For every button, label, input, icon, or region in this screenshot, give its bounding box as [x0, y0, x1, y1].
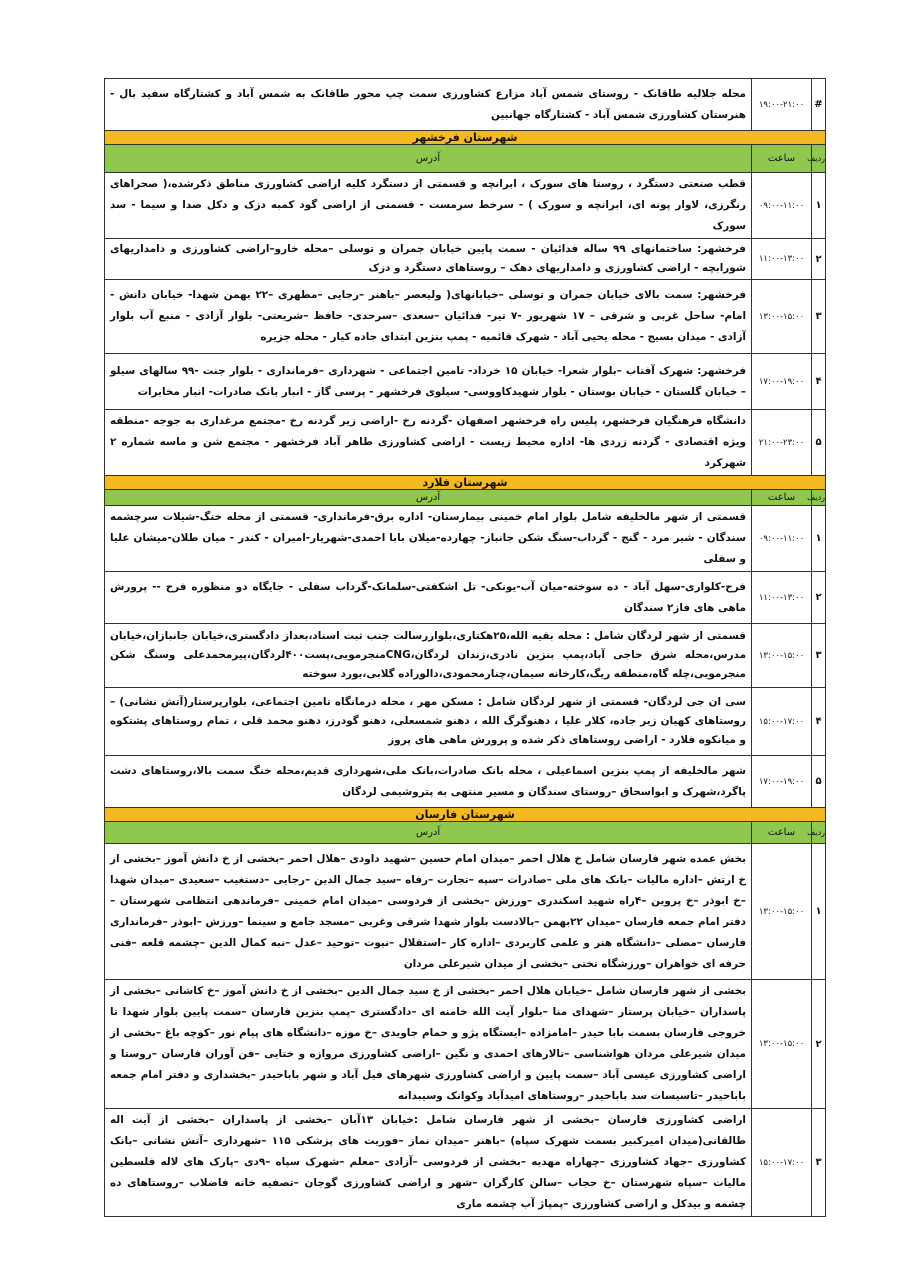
row-address: فرخشهر: شهرک آفتاب –بلوار شعرا- خیابان ۱۵ خرداد- تامین اجتماعی - شهرداری –فرمانداری - بلوار جنت -۹۹ سالهای سیلو – خیابان گلستان - خیابان بوستان - بلوار شهیدکاووسی- سیلوی فرخشهر - پرسی گاز - انبار بانک صادرات- انبار مخابرات	[105, 354, 752, 410]
row-index: ۳	[812, 624, 826, 688]
table-row	[105, 688, 826, 756]
row-index: ۱	[812, 173, 826, 239]
table-row	[105, 572, 826, 624]
header-time: ساعت	[752, 145, 812, 173]
row-address: قطب صنعتی دستگرد ، روستا های سورک ، ابرانچه و قسمتی از دستگرد کلیه اراضی کشاورزی مناطق ذکرشده،( صحراهای رنگرزی، لاوار پونه ای، ابرانچه و سورک ) - سرخط سرمست - قسمتی از اراضی گود کمبه دزک و دکل صدا و سیما - سد سورک	[105, 173, 752, 239]
row-address: بخش عمده شهر فارسان شامل خ هلال احمر –میدان امام حسین –شهید داودی –هلال احمر –بخشی از خ دانش آموز –بخشی از خ ارتش –اداره مالیات –بانک های ملی –صادرات –سپه –تجارت –رفاه –سید جمال الدین –رجایی –دستغیب –سعیدی –میدان شهدا –خ ابوذر –خ پروین –۴راه شهید اسکندری –ورزش –بخشی از فردوسی –میدان امام خمینی –فرماندهی انتظامی شهرستان –دفتر امام جمعه فارسان –میدان ۲۲بهمن –بالادست بلوار شهدا شرقی وغربی –مسجد جامع و سینما –ورزش –ابوذر –فرمانداری فارسان –مصلی –دانشگاه هنر و علمی کاربردی –اداره کار –استقلال –نبوت –توحید –عدل –نبه کمال الدین –چشمه قلعه –فنی حرفه ای خواهران –ورزشگاه تختی –بخشی از میدان شیرعلی مردان	[105, 844, 752, 980]
table-row	[105, 756, 826, 808]
row-address: فرح-کلواری-سهل آباد - ده سوخته-میان آب-یونکی- تل اشکفتی-سلمانک-گرداب سفلی - جایگاه دو منظوره فرح -- پرورش ماهی های فاز۲ سندگان	[105, 572, 752, 624]
table-row	[105, 844, 826, 980]
row-index: ۲	[812, 572, 826, 624]
row-index: ۳	[812, 1109, 826, 1217]
row-address: فرخشهر: ساختمانهای ۹۹ ساله فدائیان - سمت پایین خیابان جمران و توسلی –محله خارو–اراضی کشاورزی و دامداریهای شورابچه - اراضی کشاورزی و دامداریهای دهک – روستاهای دستگرد و دزک	[105, 239, 752, 280]
row-time: ۱۳:۰۰-۱۵:۰۰	[752, 980, 812, 1109]
row-index: ۱	[812, 844, 826, 980]
row-time: ۱۵:۰۰-۱۷:۰۰	[752, 688, 812, 756]
row-time: ۰۹:۰۰-۱۱:۰۰	[752, 506, 812, 572]
row-address: اراضی کشاورزی فارسان –بخشی از شهر فارسان شامل :خیابان ۱۳آبان –بخشی از پاسداران –بخشی از آیت اله طالقانی(میدان امیرکبیر بسمت شهرک سپاه) –باهنر –میدان نماز –فوریت های پزشکی ۱۱۵ –شهرداری –آتش نشانی –بانک کشاورزی –جهاد کشاورزی –چهاراه مهدیه –بخشی از فردوسی –آزادی –معلم –شهرک سپاه –۹دی –پارک های لاله فلسطین مالیات –سپاه شهرستان –خ حجاب –سالن کارگران –شهر و اراضی کشاورزی گوجان –تصفیه خانه فاضلاب –روستاهای ده چشمه و بیدکل و اراضی کشاورزی –پمپاژ آب چشمه ماری	[105, 1109, 752, 1217]
header-time: ساعت	[752, 822, 812, 844]
row-time: ۱۱:۰۰-۱۳:۰۰	[752, 239, 812, 280]
table-row	[105, 1109, 826, 1217]
city-title: شهرستان فرخشهر	[105, 131, 826, 145]
row-time: ۱۷:۰۰-۱۹:۰۰	[752, 756, 812, 808]
row-index: ۴	[812, 688, 826, 756]
row-index: ۲	[812, 239, 826, 280]
row-time: ۲۱:۰۰-۲۳:۰۰	[752, 410, 812, 476]
header-index: ردیف	[812, 490, 826, 506]
row-time: ۱۷:۰۰-۱۹:۰۰	[752, 354, 812, 410]
row-index: ۵	[812, 756, 826, 808]
header-index: ردیف	[812, 822, 826, 844]
section-header-row	[105, 822, 826, 844]
row-index: ۳	[812, 280, 826, 354]
city-title: شهرستان فارسان	[105, 808, 826, 822]
row-index: ۴	[812, 354, 826, 410]
header-address: آدرس	[105, 822, 752, 844]
row-address: قسمتی از شهر لردگان شامل : محله بقیه الله،۲۵هکتاری،بلواررسالت جنب ثبت اسناد،بعداز دادگستری،خیابان جانبازان،خیابان مدرس،محله شرق حاجی آباد،پمپ بنزین نادری،زندان لردگان،CNGمنجرمویی،پست۴۰۰لردگان،پیرمحمدعلی وسنگ شکن منجرمویی،چله گاه،منطقه ریگ،کارخانه سیمان،چنارمحمودی،دالوراده گلابی،بورد سوخته	[105, 624, 752, 688]
city-title: شهرستان فلارد	[105, 476, 826, 490]
row-address: محله جلالیه طاقانک - روستای شمس آباد مزارع کشاورزی سمت چپ محور طاقانک به شمس آباد و کشتارگاه سفید بال - هنرستان کشاورزی شمس آباد - کشتارگاه جهانبین	[105, 79, 752, 131]
table-row	[105, 354, 826, 410]
row-index: ۵	[812, 410, 826, 476]
row-address: قسمتی از شهر مالخلیفه شامل بلوار امام خمینی بیمارستان- اداره برق-فرمانداری- قسمتی از محله خنگ-شیلات سرچشمه سندگان - شیر مرد - گنج - گرداب-سنگ شکن جانباز- چهارده-میلان بابا احمدی-شهریار-امیران - کندر - میان طلان-میشان علیا و سفلی	[105, 506, 752, 572]
row-time: ۱۱:۰۰-۱۳:۰۰	[752, 572, 812, 624]
row-time: ۱۵:۰۰-۱۷:۰۰	[752, 1109, 812, 1217]
row-time: ۱۹:۰۰-۲۱:۰۰	[752, 79, 812, 131]
row-index: ۲	[812, 980, 826, 1109]
table-row	[105, 79, 826, 131]
section-header-row	[105, 490, 826, 506]
row-time: ۰۹:۰۰-۱۱:۰۰	[752, 173, 812, 239]
table-row	[105, 980, 826, 1109]
row-address: شهر مالخلیفه از پمپ بنزین اسماعیلی ، محله بانک صادرات،بانک ملی،شهرداری قدیم،محله خنگ سمت بالا،روستاهای دشت پاگرد،شهرک و ابواسحاق –روستای سندگان و مسیر منتهی به پتروشیمی لردگان	[105, 756, 752, 808]
row-time: ۱۳:۰۰-۱۵:۰۰	[752, 624, 812, 688]
section-city-row	[105, 808, 826, 822]
header-index: ردیف	[812, 145, 826, 173]
row-address: سی ان جی لردگان- قسمتی از شهر لردگان شامل : مسکن مهر ، محله درمانگاه تامین اجتماعی، بلوارپرستار(آتش نشانی) –روستاهای کهیان زیر جاده، کلار علیا ، دهنوگرگ الله ، دهنو شمسعلی، دهنو گودرز، دهنو محمد قلی ، تمام روستاهای پشتکوه و میانکوه فلارد - اراضی روستاهای ذکر شده و پرورش ماهی های پروز	[105, 688, 752, 756]
header-address: آدرس	[105, 490, 752, 506]
table-row	[105, 173, 826, 239]
row-index: ۱	[812, 506, 826, 572]
outage-schedule-table	[104, 78, 826, 1217]
row-index: #	[812, 79, 826, 131]
row-address: دانشگاه فرهنگیان فرخشهر، پلیس راه فرخشهر اصفهان -گردنه رخ -اراضی زیر گردنه رخ -مجتمع مرغداری به جوجه -منطقه ویژه اقتصادی - گردنه زردی ها- اداره محیط زیست - اراضی کشاورزی طاهر آباد فرخشهر - مجتمع شن و ماسه شماره ۲ شهرکرد	[105, 410, 752, 476]
section-city-row	[105, 476, 826, 490]
row-address: بخشی از شهر فارسان شامل –خیابان هلال احمر –بخشی از خ سید جمال الدین –بخشی از خ دانش آموز –خ کاشانی –بخشی از پاسداران –خیابان پرستار –شهدای منا –بلوار آیت الله خامنه ای –دادگستری –پمپ بنزین فارسان –سمت پایین بلوار شهدا تا خروجی فارسان بسمت بابا حیدر –امامزاده –ایستگاه پژو و حمام جاویدی –خ موزه –دانشگاه های پیام نور –کوچه باغ –بخشی از میدان شیرعلی مردان هواشناسی –تالارهای احمدی و نگین –اراضی کشاورزی مروازه و ختایی –فن آوران فارسان –روستا و اراضی کشاورزی عیسی آباد –سمت پایین و اراضی کشاورزی شهرهای فیل آباد و شهر باباحیدر –بخشداری و دفتر امام جمعه باباحیدر –تاسیسات سد باباحیدر –روستاهای امیدآباد وکوانک وسیبدانه	[105, 980, 752, 1109]
row-time: ۱۳:۰۰-۱۵:۰۰	[752, 280, 812, 354]
table-row	[105, 624, 826, 688]
section-city-row	[105, 131, 826, 145]
table-row	[105, 506, 826, 572]
header-address: آدرس	[105, 145, 752, 173]
table-row	[105, 239, 826, 280]
row-address: فرخشهر: سمت بالای خیابان جمران و توسلی –خیابانهای( ولیعصر –باهنر –رجایی –مطهری –۲۲ بهمن شهدا- خیابان دانش - امام- ساحل غربی و شرقی – ۱۷ شهریور -۷ تیر- فدائیان –سعدی –سرحدی- حافظ –شریعتی- بلوار آزادی - منبع آب بلوار آزادی - میدان بسیج - محله یحیی آباد - شهرک قائمیه - پمپ بنزین ابتدای جاده کیار - محله جزیره	[105, 280, 752, 354]
section-header-row	[105, 145, 826, 173]
header-time: ساعت	[752, 490, 812, 506]
row-time: ۱۳:۰۰-۱۵:۰۰	[752, 844, 812, 980]
table-row	[105, 280, 826, 354]
table-row	[105, 410, 826, 476]
